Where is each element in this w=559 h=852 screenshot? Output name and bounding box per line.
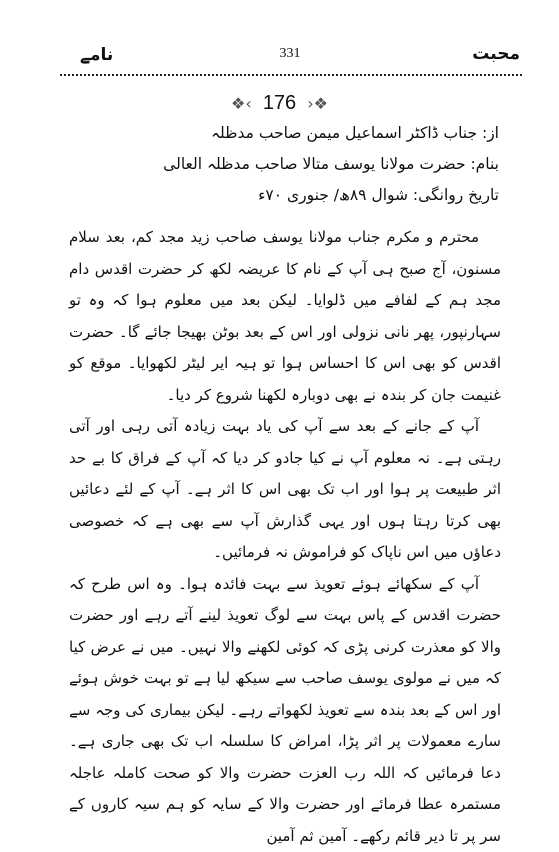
paragraph: آپ کے سکھائے ہوئے تعویذ سے بہت فائدہ ہوا۔ وہ اس طرح کہ حضرت اقدس کے پاس بہت سے لوگ تعویذ لینے آتے رہے اور حضرت والا کو معذرت کرنی پڑی کہ کوئی لکھنے والا نہیں۔ میں نے عرض کیا کہ میں نے مولوی یوسف صاحب سے سیکھ لیا ہے تو بہت خوش ہوئے اور اس کے بعد بندہ سے تعویذ لکھواتے رہے۔ لیکن بیماری کی وجہ سے سارے معمولات پر اثر پڑا، امراض کا سلسلہ اب تک بھی جاری ہے۔ دعا فرمائیں کہ اللہ رب العزت حضرت والا کو صحت کاملہ عاجلہ مستمرہ عطا فرمائے اور حضرت والا کے سایہ کو ہم سیہ کاروں کے سر پر تا دیر قائم رکھے۔ آمین ثم آمین — [69, 569, 501, 852]
ornament-left-icon: ❖‹ — [231, 94, 252, 113]
ornament-right-icon: ›❖ — [307, 94, 328, 113]
letter-date: تاریخ روانگی: شوال ۸۹ھ/ جنوری ۷۰ء — [69, 186, 499, 204]
letter-body — [69, 222, 501, 852]
letter-number: 176 — [257, 92, 302, 115]
letter-from: از: جناب ڈاکٹر اسماعیل میمن صاحب مدظلہ — [69, 124, 499, 142]
letter-to: بنام: حضرت مولانا یوسف متالا صاحب مدظلہ العالی — [69, 155, 499, 173]
page-number: 331 — [60, 46, 520, 62]
header-title-right: محبت — [472, 44, 520, 64]
header-dotted-rule — [60, 74, 522, 76]
paragraph: محترم و مکرم جناب مولانا یوسف صاحب زید مجد کم، بعد سلام مسنون، آج صبح ہی آپ کے نام کا عریضہ لکھ کر حضرت اقدس دام مجد ہم کے لفافے میں ڈلوایا۔ لیکن بعد میں معلوم ہوا کہ وہ تو سہارنپور، پھر نانی نزولی اور اس کے بعد بوٹن بھیجا جائے گا۔ حضرت اقدس کو بھی اس کا احساس ہوا تو ہیہ ایر لیٹر لکھوایا۔ موقع کو غنیمت جان کر بندہ نے بھی دوبارہ لکھنا شروع کر دیا۔ — [69, 222, 501, 411]
paragraph: آپ کے جانے کے بعد سے آپ کی یاد بہت زیادہ آتی رہی اور آتی رہتی ہے۔ نہ معلوم آپ نے کیا جادو کر دیا کہ آپ کے فراق کا بے حد اثر طبیعت پر ہوا اور اب تک بھی اس کا اثر ہے۔ آپ کے لئے دعائیں بھی کرتا رہتا ہوں اور یہی گذارش آپ سے بھی ہے کہ خصوصی دعاؤں میں اس ناپاک کو فراموش نہ فرمائیں۔ — [69, 411, 501, 569]
letter-number-ornament — [0, 92, 559, 115]
running-header — [60, 44, 520, 72]
header-title-left: نامے — [80, 44, 113, 65]
